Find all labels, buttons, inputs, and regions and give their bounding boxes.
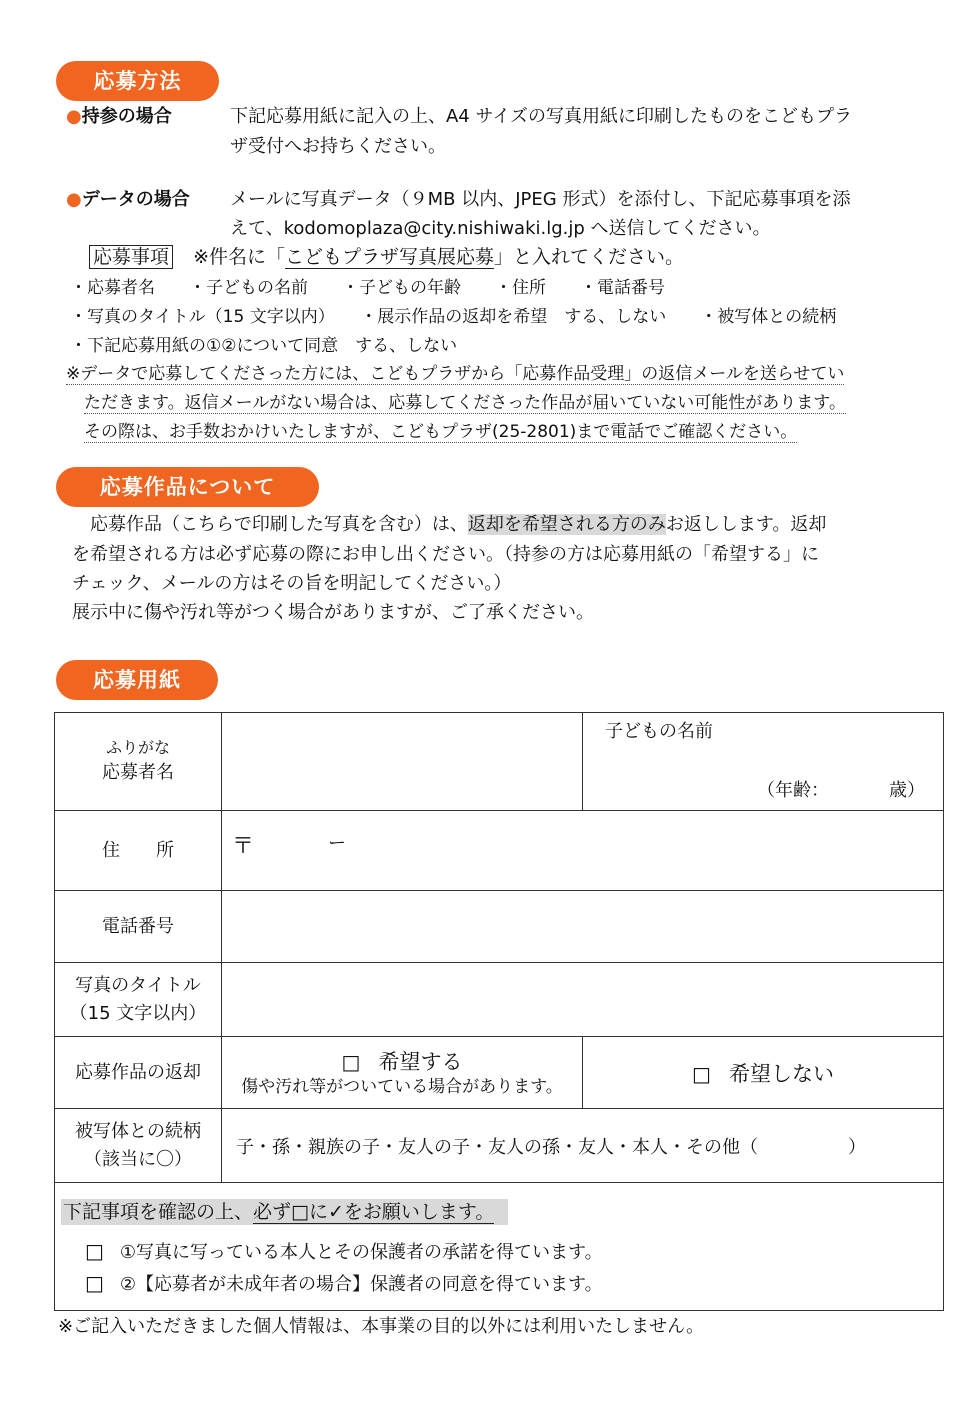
form-row-confirm <box>55 1183 944 1311</box>
photo-title-limit: （15 文字以内） <box>69 1002 207 1024</box>
agree-text-1: ①写真に写っている本人とその保護者の承諾を得ています。 <box>119 1242 603 1263</box>
relation-options[interactable]: 子・孫・親族の子・友人の子・友人の孫・友人・本人・その他（ ） <box>222 1109 944 1183</box>
no-wish-checkbox[interactable]: □ <box>692 1061 711 1086</box>
bring-text-1: 下記応募用紙に記入の上、A4 サイズの写真用紙に印刷したものをこどもプラ <box>230 106 853 127</box>
wish-option <box>222 1048 582 1076</box>
confirm-text-b: 必ず□に✓をお願いします。 <box>253 1201 495 1223</box>
works-line-1 <box>72 512 826 538</box>
form-row-name <box>55 713 944 811</box>
data-row-1 <box>66 187 190 213</box>
address-label: 住 所 <box>55 811 222 891</box>
phone-label: 電話番号 <box>55 891 222 963</box>
form-row-title <box>55 963 944 1037</box>
age-close: 歳） <box>889 780 925 801</box>
privacy-note: ※ご記入いただきました個人情報は、本事業の目的以外には利用いたしません。 <box>58 1316 705 1337</box>
bullet-icon: ● <box>66 106 82 127</box>
confirm-cell <box>55 1183 944 1311</box>
confirm-text-a: 下記事項を確認の上、 <box>63 1201 254 1223</box>
phone-field[interactable] <box>222 891 944 963</box>
works-line-2: を希望される方は必ず応募の際にお申し出ください。（持参の方は応募用紙の「希望する」に <box>72 544 819 565</box>
subject-prefix: ※件名に「 <box>193 246 285 268</box>
postal-mark: 〒 <box>232 834 255 859</box>
applicant-name-field[interactable] <box>222 713 583 811</box>
subject-text: こどもプラザ写真展応募 <box>284 246 494 268</box>
relation-label: 被写体との続柄 <box>75 1120 201 1142</box>
agree-checkbox-2[interactable]: □ <box>85 1271 104 1295</box>
child-name-label: 子どもの名前 <box>605 721 713 742</box>
section-title-about-works: 応募作品について <box>56 467 319 507</box>
note-line-2 <box>84 390 846 416</box>
works-line-4: 展示中に傷や汚れ等がつく場合がありますが、ご了承ください。 <box>72 602 594 623</box>
relation-label-cell <box>55 1109 222 1183</box>
works-line-3: チェック、メールの方はその旨を明記してください。） <box>72 573 512 594</box>
bring-label: 持参の場合 <box>81 106 172 127</box>
return-no-wish-cell <box>583 1037 944 1109</box>
data-text-1: メールに写真データ（９MB 以内、JPEG 形式）を添付し、下記応募事項を添 <box>230 189 851 210</box>
photo-title-label: 写真のタイトル <box>75 974 201 996</box>
child-age-label <box>757 776 925 802</box>
items-row-1: ・応募者名 ・子どもの名前 ・子どもの年齢 ・住所 ・電話番号 <box>70 278 665 298</box>
return-wish-cell <box>222 1037 583 1109</box>
form-row-return <box>55 1037 944 1109</box>
wish-label: 希望する <box>378 1049 463 1074</box>
works-highlight: 返却を希望される方のみ <box>467 514 666 535</box>
postal-dash: ー <box>328 833 346 854</box>
agree-checkbox-1[interactable]: □ <box>85 1239 104 1263</box>
section-title-application-form: 応募用紙 <box>56 660 218 700</box>
address-field[interactable] <box>222 811 944 891</box>
section-title-application-method: 応募方法 <box>56 61 219 101</box>
note-line-3 <box>84 419 797 445</box>
items-header <box>89 244 684 270</box>
note-text-1: ※データで応募してくださった方には、こどもプラザから「応募作品受理」の返信メールを送らせてい <box>66 364 845 384</box>
child-name-field[interactable] <box>583 713 944 811</box>
works-text-1a: 応募作品（こちらで印刷した写真を含む）は、 <box>72 514 468 535</box>
agree-item-1 <box>85 1237 603 1267</box>
note-text-3: その際は、お手数おかけいたしますが、こどもプラザ(25-2801)まで電話でご確認ください。 <box>84 422 798 442</box>
bring-row-1 <box>66 104 172 130</box>
items-row-2: ・写真のタイトル（15 文字以内） ・展示作品の返却を希望 する、しない ・被写体との続柄 <box>70 307 837 327</box>
agree-text-2: ②【応募者が未成年者の場合】保護者の同意を得ています。 <box>119 1274 603 1295</box>
age-open: （年齢： <box>757 780 829 801</box>
wish-checkbox[interactable]: □ <box>341 1049 361 1074</box>
bullet-icon: ● <box>66 189 82 210</box>
items-row-3: ・下記応募用紙の①②について同意 する、しない <box>70 336 458 356</box>
bring-text-2: ザ受付へお持ちください。 <box>230 136 446 157</box>
furigana-label: ふりがな <box>105 737 170 757</box>
no-wish-label: 希望しない <box>728 1061 834 1086</box>
works-text-1c: お返しします。返却 <box>665 514 827 535</box>
agree-item-2 <box>85 1269 603 1299</box>
confirm-header-bg <box>61 1199 508 1225</box>
note-line-1 <box>66 361 844 387</box>
form-row-relation <box>55 1109 944 1183</box>
items-label: 応募事項 <box>89 245 173 269</box>
form-row-address <box>55 811 944 891</box>
return-label: 応募作品の返却 <box>55 1037 222 1109</box>
confirm-header <box>61 1199 508 1225</box>
data-text-2: えて、kodomoplaza@city.nishiwaki.lg.jp へ送信してください。 <box>230 218 771 239</box>
applicant-name-label: 応募者名 <box>102 761 174 783</box>
name-label-cell <box>55 713 222 811</box>
title-label-cell <box>55 963 222 1037</box>
wish-note: 傷や汚れ等がついている場合があります。 <box>241 1076 563 1097</box>
relation-hint: （該当に〇） <box>84 1148 192 1170</box>
subject-suffix: 」と入れてください。 <box>494 246 685 268</box>
application-form-table <box>54 712 944 1311</box>
photo-title-field[interactable] <box>222 963 944 1037</box>
note-text-2: ただきます。返信メールがない場合は、応募してくださった作品が届いていない可能性があります。 <box>84 393 846 413</box>
form-row-phone <box>55 891 944 963</box>
data-label: データの場合 <box>81 189 190 210</box>
